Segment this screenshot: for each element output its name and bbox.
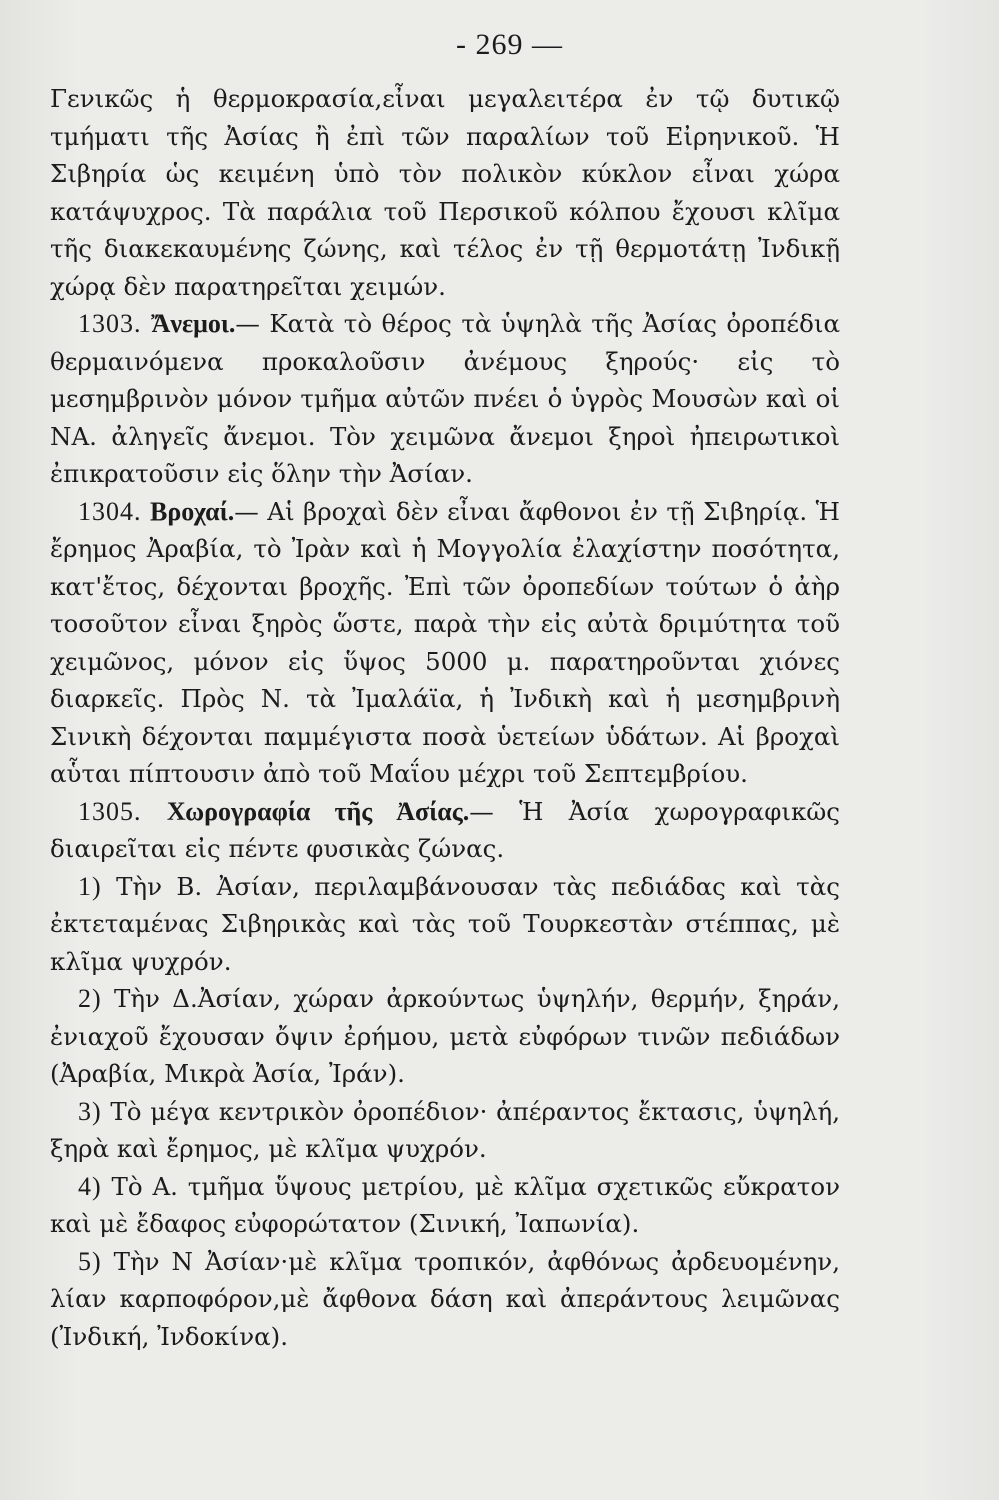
paragraph-intro: [50, 80, 840, 305]
section-heading: Βροχαί.: [149, 496, 235, 526]
list-item-text: Τὴν Β. Ἀσίαν, περιλαμβάνουσαν τὰς πεδιάδας καὶ τὰς ἐκτεταμένας Σιβηρικὰς καὶ τὰς τοῦ Τουρκεστὰν στέππας, μὲ κλῖμα ψυχρόν.: [50, 871, 840, 976]
list-item-zone-5: [50, 1243, 840, 1356]
list-item-zone-3: [50, 1093, 840, 1168]
list-item-number: 1): [78, 871, 102, 901]
list-item-text: Τὴν Ν Ἀσίαν·μὲ κλῖμα τροπικόν, ἀφθόνως ἀρδευομένην, λίαν καρποφόρον,μὲ ἄφθονα δάση καὶ ἀπεράντους λειμῶνας (Ἰνδική, Ἰνδοκίνα).: [50, 1246, 840, 1351]
section-number: 1303.: [78, 309, 142, 338]
paragraph-winds: [50, 305, 840, 493]
paragraph-text: — Ἡ Ἀσία χωρογραφικῶς διαιρεῖται εἰς πέντε φυσικὰς ζώνας.: [50, 796, 841, 863]
list-item-zone-2: [50, 980, 840, 1093]
section-number: 1304.: [78, 496, 142, 526]
page-number: - 269 —: [456, 28, 563, 61]
list-item-zone-1: [50, 868, 840, 981]
paragraph-chorography: [50, 793, 840, 868]
list-item-text: Τὸ Α. τμῆμα ὕψους μετρίου, μὲ κλῖμα σχετικῶς εὔκρατον καὶ μὲ ἔδαφος εὐφορώτατον (Σινική, Ἰαπωνία).: [50, 1171, 840, 1238]
section-number: 1305.: [78, 796, 142, 826]
paragraph-rains: [50, 493, 840, 793]
section-heading: Ἄνεμοι.: [150, 309, 236, 338]
paragraph-text: — Αἱ βροχαὶ δὲν εἶναι ἄφθονοι ἐν τῇ Σιβηρίᾳ. Ἡ ἔρημος Ἀραβία, τὸ Ἰρὰν καὶ ἡ Μογγολία ἐλαχίστην ποσότητα, κατ'ἔτος, δέχονται βροχῆς. Ἐπὶ τῶν ὀροπεδίων τούτων ὁ ἀὴρ τοσοῦτον εἶναι ξηρὸς ὥστε, παρὰ τὴν εἰς αὐτὰ δριμύτητα τοῦ χειμῶνος, μόνον εἰς ὕψος 5000 μ. παρατηροῦνται χιόνες διαρκεῖς. Πρὸς Ν. τὰ Ἰμαλάϊα, ἡ Ἰνδικὴ καὶ ἡ μεσημβρινὴ Σινικὴ δέχονται παμμέγιστα ποσὰ ὑετείων ὑδάτων. Αἱ βροχαὶ αὗται πίπτουσιν ἀπὸ τοῦ Μαΐου μέχρι τοῦ Σεπτεμβρίου.: [50, 496, 840, 788]
list-item-text: Τὴν Δ.Ἀσίαν, χώραν ἀρκούντως ὑψηλήν, θερμήν, ξηράν, ἐνιαχοῦ ἔχουσαν ὄψιν ἐρήμου, μετὰ εὐφόρων τινῶν πεδιάδων (Ἀραβία, Μικρὰ Ἀσία, Ἰράν).: [50, 984, 840, 1088]
list-item-number: 2): [78, 984, 102, 1013]
section-heading: Χωρογραφία τῆς Ἀσίας.: [166, 796, 470, 826]
list-item-text: Τὸ μέγα κεντρικὸν ὀροπέδιον· ἀπέραντος ἔκτασις, ὑψηλή, ξηρὰ καὶ ἔρημος, μὲ κλῖμα ψυχρόν.: [50, 1096, 840, 1163]
paragraph-text: Γενικῶς ἡ θερμοκρασία,εἶναι μεγαλειτέρα ἐν τῷ δυτικῷ τμήματι τῆς Ἀσίας ἢ ἐπὶ τῶν παραλίων τοῦ Εἰρηνικοῦ. Ἡ Σιβηρία ὡς κειμένη ὑπὸ τὸν πολικὸν κύκλον εἶναι χώρα κατάψυχρος. Τὰ παράλια τοῦ Περσικοῦ κόλπου ἔχουσι κλῖμα τῆς διακεκαυμένης ζώνης, καὶ τέλος ἐν τῇ θερμοτάτῃ Ἰνδικῇ χώρᾳ δὲν παρατηρεῖται χειμών.: [50, 84, 840, 301]
list-item-number: 3): [78, 1096, 102, 1126]
list-item-number: 4): [78, 1171, 102, 1201]
list-item-zone-4: [50, 1168, 840, 1243]
paragraph-text: — Κατὰ τὸ θέρος τὰ ὑψηλὰ τῆς Ἀσίας ὀροπέδια θερμαινόμενα προκαλοῦσιν ἀνέμους ξηρούς· εἰς τὸ μεσημβρινὸν μόνον τμῆμα αὐτῶν πνέει ὁ ὑγρὸς Μουσὼν καὶ οἱ ΝΑ. ἀληγεῖς ἄνεμοι. Τὸν χειμῶνα ἄνεμοι ξηροὶ ἠπειρωτικοὶ ἐπικρατοῦσιν εἰς ὅλην τὴν Ἀσίαν.: [50, 309, 840, 488]
list-item-number: 5): [78, 1246, 102, 1276]
